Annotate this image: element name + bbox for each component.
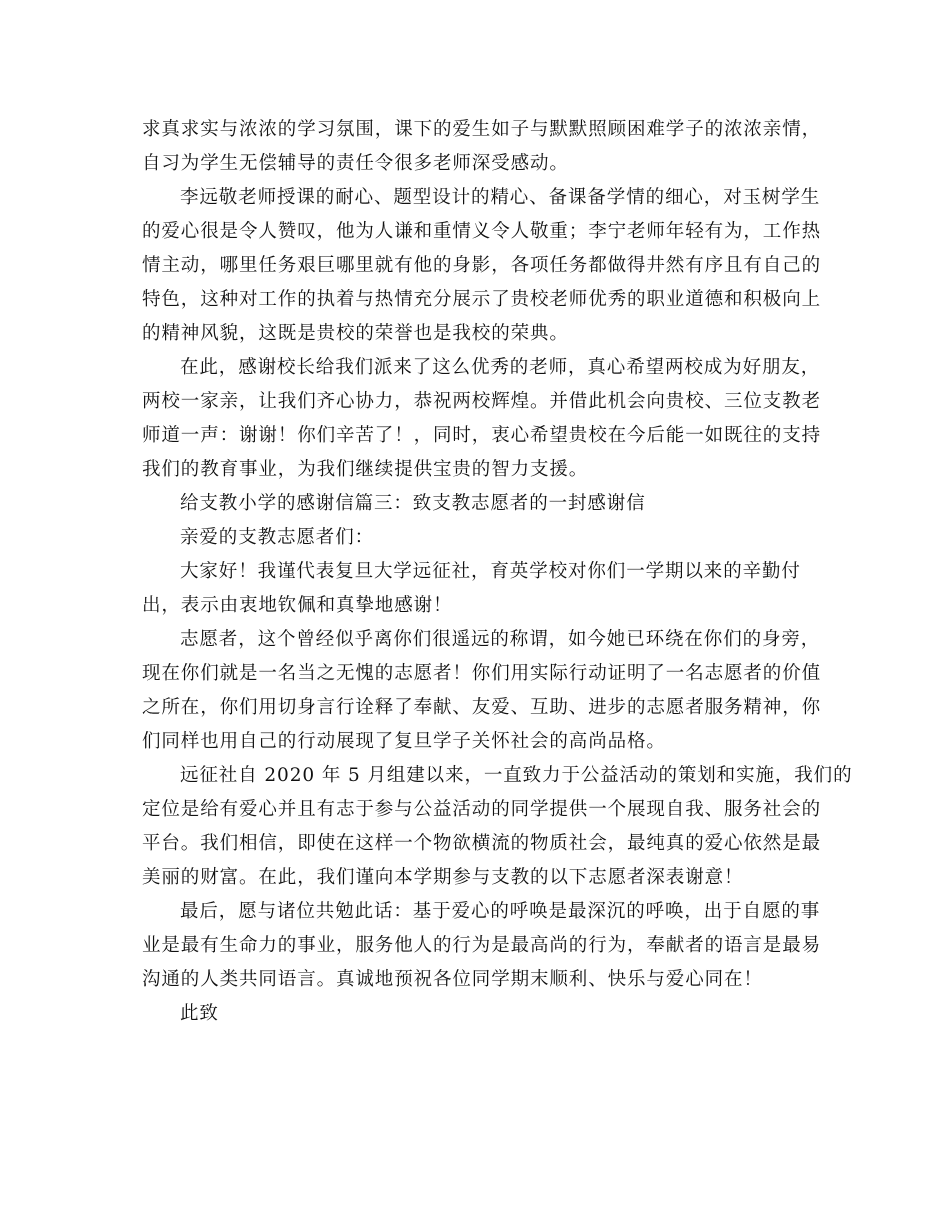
text-line: 定位是给有爱心并且有志于参与公益活动的同学提供一个展现自我、服务社会的	[142, 799, 822, 820]
paragraph-2	[142, 181, 822, 351]
text-line: 在此，感谢校长给我们派来了这么优秀的老师，真心希望两校成为好朋友，	[180, 357, 821, 378]
text-line: 特色，这种对工作的执着与热情充分展示了贵校老师优秀的职业道德和积极向上	[142, 289, 822, 310]
text-line: 大家好！我谨代表复旦大学远征社，育英学校对你们一学期以来的辛勤付	[180, 561, 801, 582]
text-line: 们同样也用自己的行动展现了复旦学子关怀社会的高尚品格。	[142, 731, 666, 752]
heading-line: 给支教小学的感谢信篇三：致支教志愿者的一封感谢信	[180, 493, 646, 514]
paragraph-1	[142, 113, 822, 181]
text-line: 志愿者，这个曾经似乎离你们很遥远的称谓，如今她已环绕在你们的身旁，	[180, 629, 821, 650]
text-line: 自习为学生无偿辅导的责任令很多老师深受感动。	[142, 153, 569, 174]
closing-line: 此致	[180, 1003, 219, 1024]
text-line: 出，表示由衷地钦佩和真挚地感谢！	[142, 595, 453, 616]
text-line: 之所在，你们用切身言行诠释了奉献、友爱、互助、进步的志愿者服务精神，你	[142, 697, 822, 718]
text-line: 李远敬老师授课的耐心、题型设计的精心、备课备学情的细心，对玉树学生	[180, 187, 821, 208]
document-body	[142, 113, 853, 1031]
paragraph-7	[142, 895, 822, 997]
text-line: 的爱心很是令人赞叹，他为人谦和重情义令人敬重；李宁老师年轻有为，工作热	[142, 221, 822, 242]
text-line: 求真求实与浓浓的学习氛围，课下的爱生如子与默默照顾困难学子的浓浓亲情，	[142, 119, 822, 140]
text-line: 沟通的人类共同语言。真诚地预祝各位同学期末顺利、快乐与爱心同在！	[142, 969, 763, 990]
text-line: 业是最有生命力的事业，服务他人的行为是最高尚的行为，奉献者的语言是最易	[142, 935, 822, 956]
paragraph-5	[142, 623, 822, 759]
paragraph-4	[142, 555, 810, 623]
text-line: 情主动，哪里任务艰巨哪里就有他的身影，各项任务都做得井然有序且有自己的	[142, 255, 822, 276]
text-line: 的精神风貌，这既是贵校的荣誉也是我校的荣典。	[142, 323, 569, 344]
text-line: 平台。我们相信，即使在这样一个物欲横流的物质社会，最纯真的爱心依然是最	[142, 833, 822, 854]
text-line: 最后，愿与诸位共勉此话：基于爱心的呼唤是最深沉的呼唤，出于自愿的事	[180, 901, 821, 922]
salutation	[142, 521, 810, 555]
closing	[142, 997, 810, 1031]
paragraph-6	[142, 759, 853, 895]
text-line: 远征社自 2020 年 5 月组建以来，一直致力于公益活动的策划和实施，我们的	[180, 765, 853, 786]
text-line: 我们的教育事业，为我们继续提供宝贵的智力支援。	[142, 459, 589, 480]
paragraph-3	[142, 351, 822, 487]
text-line: 两校一家亲，让我们齐心协力，恭祝两校辉煌。并借此机会向贵校、三位支教老	[142, 391, 822, 412]
text-line: 师道一声：谢谢！你们辛苦了！，同时，衷心希望贵校在今后能一如既往的支持	[142, 425, 822, 446]
text-line: 现在你们就是一名当之无愧的志愿者！你们用实际行动证明了一名志愿者的价值	[142, 663, 822, 684]
text-line: 美丽的财富。在此，我们谨向本学期参与支教的以下志愿者深表谢意！	[142, 867, 744, 888]
section-heading	[142, 487, 810, 521]
salutation-line: 亲爱的支教志愿者们：	[180, 527, 375, 548]
